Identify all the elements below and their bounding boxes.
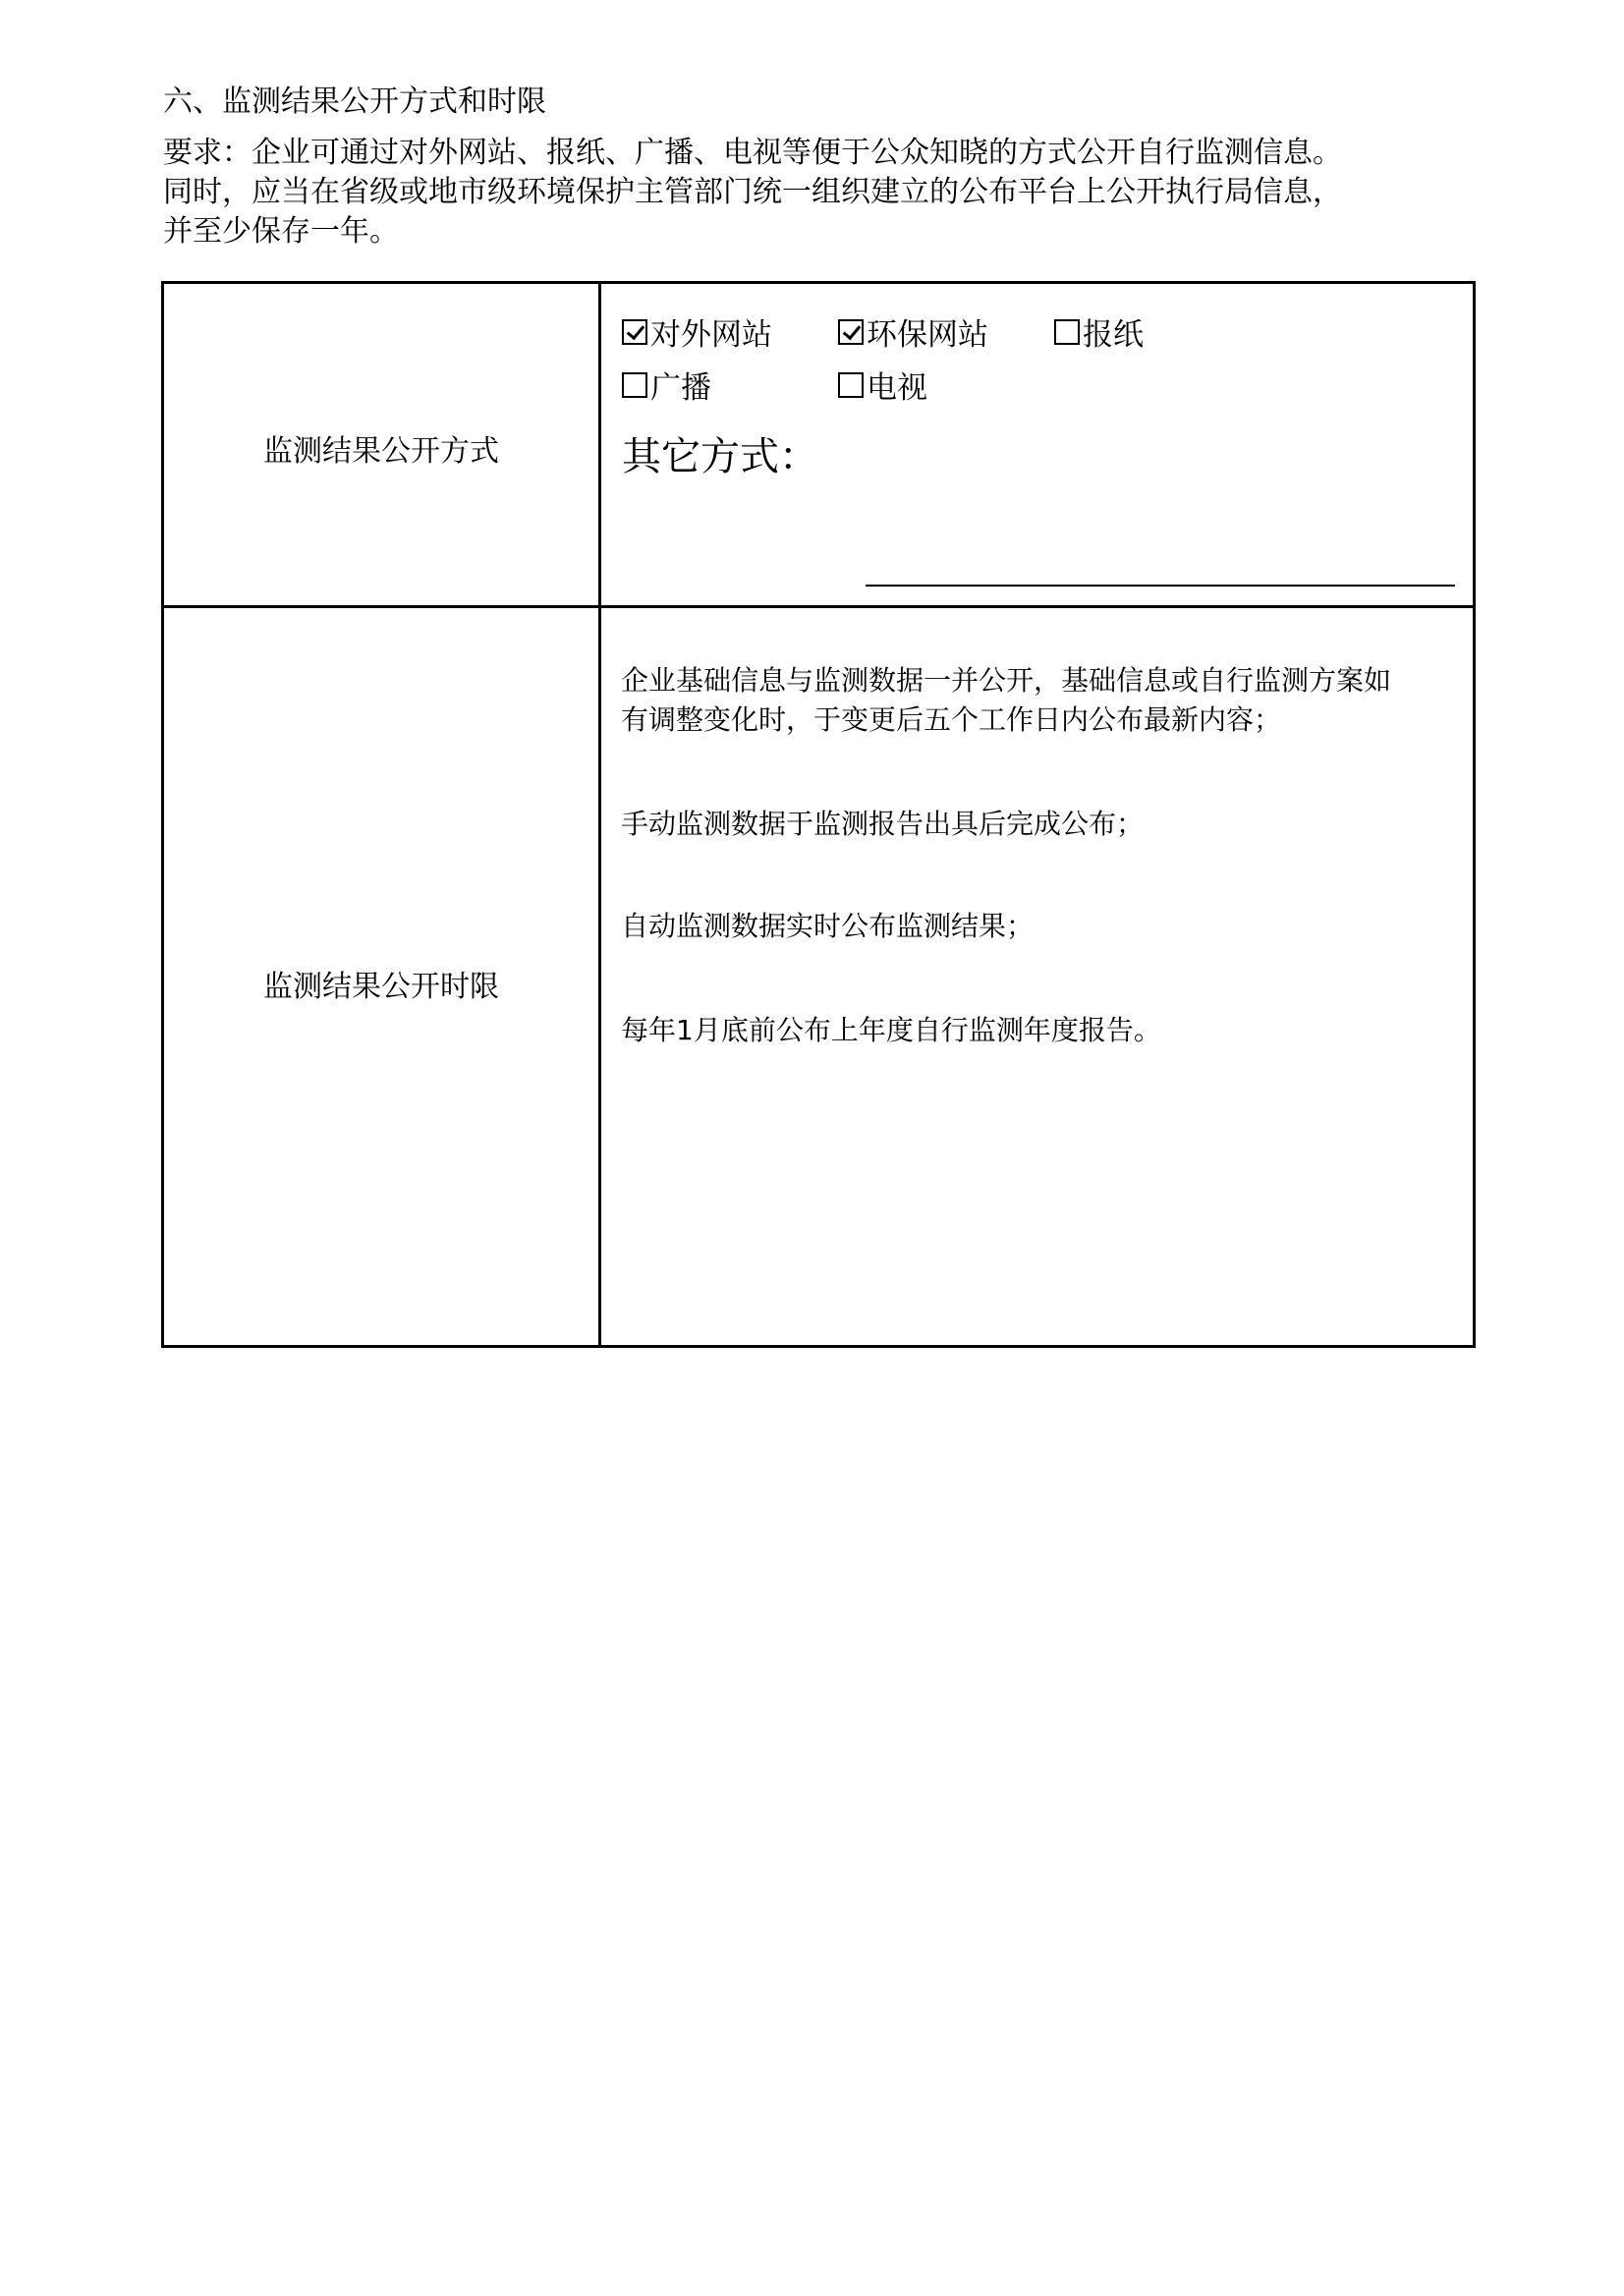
- option-environmental-website[interactable]: [838, 309, 988, 354]
- other-method-input[interactable]: [866, 585, 1455, 587]
- requirement-line: 并至少保存一年。: [163, 214, 399, 249]
- other-method-label: 其它方式：: [622, 434, 818, 479]
- deadline-item: 自动监测数据实时公布监测结果；: [621, 910, 1035, 942]
- requirement-text: [163, 134, 1480, 252]
- deadline-item: 手动监测数据于监测报告出具后完成公布；: [621, 808, 1145, 840]
- option-newspaper[interactable]: [1054, 309, 1144, 354]
- column-divider: [598, 284, 601, 1345]
- checkbox-icon[interactable]: [1054, 319, 1080, 345]
- deadline-line: 有调整变化时，于变更后五个工作日内公布最新内容；: [621, 703, 1282, 736]
- checkbox-icon[interactable]: [622, 372, 647, 398]
- option-radio-broadcast[interactable]: [622, 363, 711, 407]
- option-label: 广播: [650, 370, 711, 406]
- disclosure-table: [161, 281, 1476, 1348]
- checkbox-icon[interactable]: [622, 319, 647, 345]
- checkbox-icon[interactable]: [838, 319, 864, 345]
- row-divider: [164, 605, 1473, 608]
- checkbox-icon[interactable]: [838, 372, 864, 398]
- deadline-item: [621, 661, 1466, 740]
- option-external-website[interactable]: [622, 309, 772, 354]
- requirement-line: 要求：企业可通过对外网站、报纸、广播、电视等便于公众知晓的方式公开自行监测信息。: [163, 136, 1342, 170]
- disclosure-method-label: 监测结果公开方式: [263, 434, 499, 469]
- requirement-line: 同时，应当在省级或地市级环境保护主管部门统一组织建立的公布平台上公开执行局信息，: [163, 175, 1342, 209]
- option-television[interactable]: [838, 363, 927, 407]
- disclosure-deadline-label: 监测结果公开时限: [263, 970, 499, 1004]
- option-label: 对外网站: [650, 317, 772, 353]
- deadline-item: 每年1月底前公布上年度自行监测年度报告。: [621, 1014, 1161, 1046]
- deadline-line: 企业基础信息与监测数据一并公开，基础信息或自行监测方案如: [621, 664, 1392, 697]
- section-heading: 六、监测结果公开方式和时限: [163, 84, 546, 119]
- option-label: 报纸: [1083, 317, 1144, 353]
- option-label: 环保网站: [867, 317, 988, 353]
- option-label: 电视: [867, 370, 927, 406]
